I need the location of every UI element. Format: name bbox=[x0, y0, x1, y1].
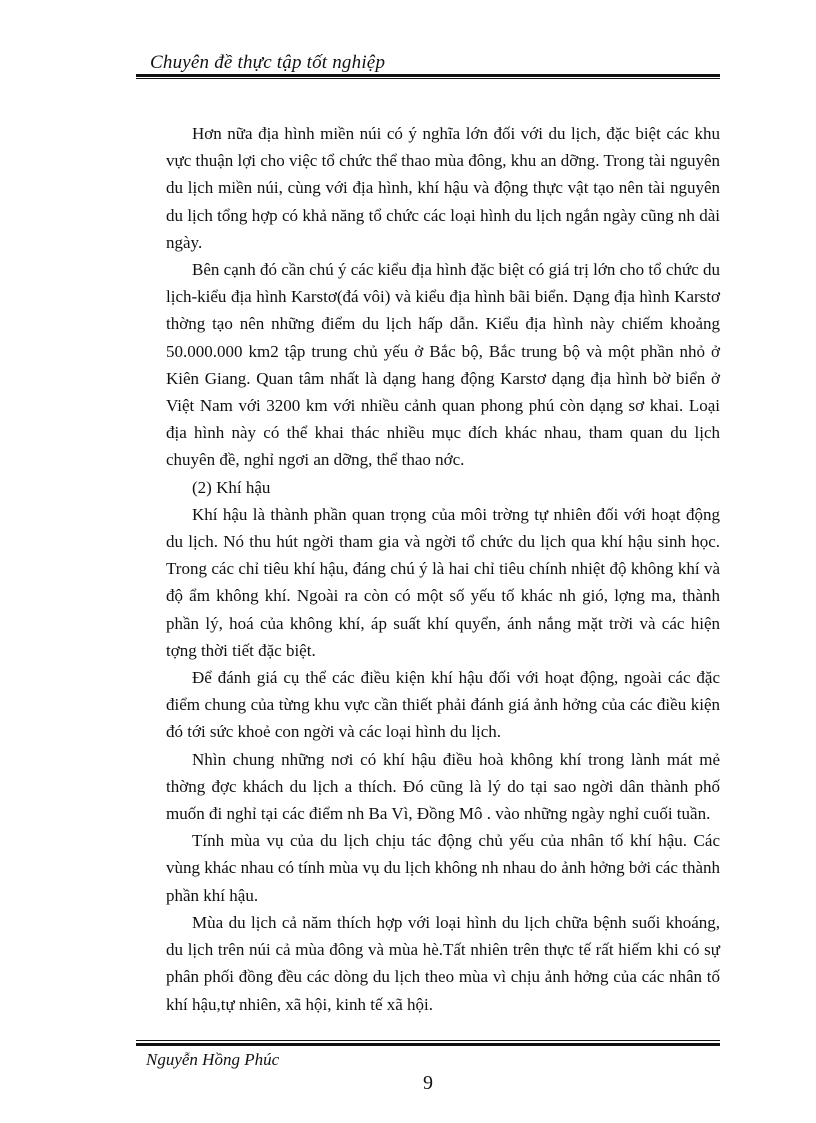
paragraph-climate-intro: Khí hậu là thành phần quan trọng của môi trờng tự nhiên đối với hoạt động du lịch. Nó thu hút ngời tham gia và ngời tổ chức du lịch qua khí hậu sinh học. Trong các chỉ tiêu khí hậu, đáng chú ý là hai chỉ tiêu chính nhiệt độ không khí và độ ẩm không khí. Ngoài ra còn có một số yếu tố khác nh gió, lợng ma, thành phần lý, hoá của không khí, áp suất khí quyển, ánh nắng mặt trời và các hiện tợng thời tiết đặc biệt. bbox=[166, 504, 720, 660]
header-title: Chuyên đề thực tập tốt nghiệp bbox=[150, 52, 386, 73]
paragraph-terrain-karst: Bên cạnh đó cần chú ý các kiểu địa hình đặc biệt có giá trị lớn cho tổ chức du lịch-kiểu địa hình Karstơ(đá vôi) và kiểu địa hình bãi biển. Dạng địa hình Karstơ thờng tạo nên những điểm du lịch hấp dẫn. Kiểu địa hình này chiếm khoảng 50.000.000 km2 tập trung chủ yếu ở Bắc bộ, Bắc trung bộ và một phần nhỏ ở Kiên Giang. Quan tâm nhất là dạng hang động Karstơ dạng địa hình bờ biển ở Việt Nam với 3200 km với nhiều cảnh quan phong phú còn dạng sơ khai. Loại địa hình này có thể khai thác nhiều mục đích khác nhau, tham quan du lịch chuyên đề, nghỉ ngơi an dỡng, thể thao nớc. bbox=[166, 260, 720, 470]
page-footer bbox=[136, 1040, 720, 1100]
paragraph-year-round-season: Mùa du lịch cả năm thích hợp với loại hình du lịch chữa bệnh suối khoáng, du lịch trên núi cả mùa đông và mùa hè.Tất nhiên trên thực tế rất hiếm khi có sự phân phối đồng đều các dòng du lịch theo mùa vì chịu ảnh hởng của các nhân tố khí hậu,tự nhiên, xã hội, kinh tế xã hội. bbox=[166, 912, 720, 1014]
paragraph-terrain-mountain: Hơn nữa địa hình miền núi có ý nghĩa lớn đối với du lịch, đặc biệt các khu vực thuận lợi cho việc tổ chức thể thao mùa đông, khu an dỡng. Trong tài nguyên du lịch miền núi, cùng với địa hình, khí hậu và động thực vật tạo nên tài nguyên du lịch tổng hợp có khả năng tổ chức các loại hình du lịch ngắn ngày cũng nh dài ngày. bbox=[166, 124, 720, 252]
body-text bbox=[166, 120, 720, 1018]
paragraph-climate-preference: Nhìn chung những nơi có khí hậu điều hoà không khí trong lành mát mẻ thờng đợc khách du lịch a thích. Đó cũng là lý do tại sao ngời dân thành phố muốn đi nghỉ tại các điểm nh Ba Vì, Đồng Mô . vào những ngày nghỉ cuối tuần. bbox=[166, 749, 720, 824]
paragraph-climate-assessment: Để đánh giá cụ thể các điều kiện khí hậu đối với hoạt động, ngoài các đặc điểm chung của từng khu vực cần thiết phải đánh giá ảnh hởng của các điều kiện đó tới sức khoẻ con ngời và các loại hình du lịch. bbox=[166, 668, 720, 742]
header-rule-thick bbox=[136, 74, 720, 77]
section-heading-climate: (2) Khí hậu bbox=[192, 477, 271, 497]
page-number: 9 bbox=[423, 1072, 433, 1094]
footer-rule-thin bbox=[136, 1040, 720, 1041]
footer-rule-thick bbox=[136, 1043, 720, 1046]
header-rule-thin bbox=[136, 78, 720, 79]
footer-author: Nguyễn Hồng Phúc bbox=[146, 1050, 280, 1069]
page-header bbox=[136, 47, 720, 79]
paragraph-seasonality: Tính mùa vụ của du lịch chịu tác động chủ yếu của nhân tố khí hậu. Các vùng khác nhau có tính mùa vụ du lịch không nh nhau do ảnh hởng bởi các thành phần khí hậu. bbox=[166, 831, 720, 905]
